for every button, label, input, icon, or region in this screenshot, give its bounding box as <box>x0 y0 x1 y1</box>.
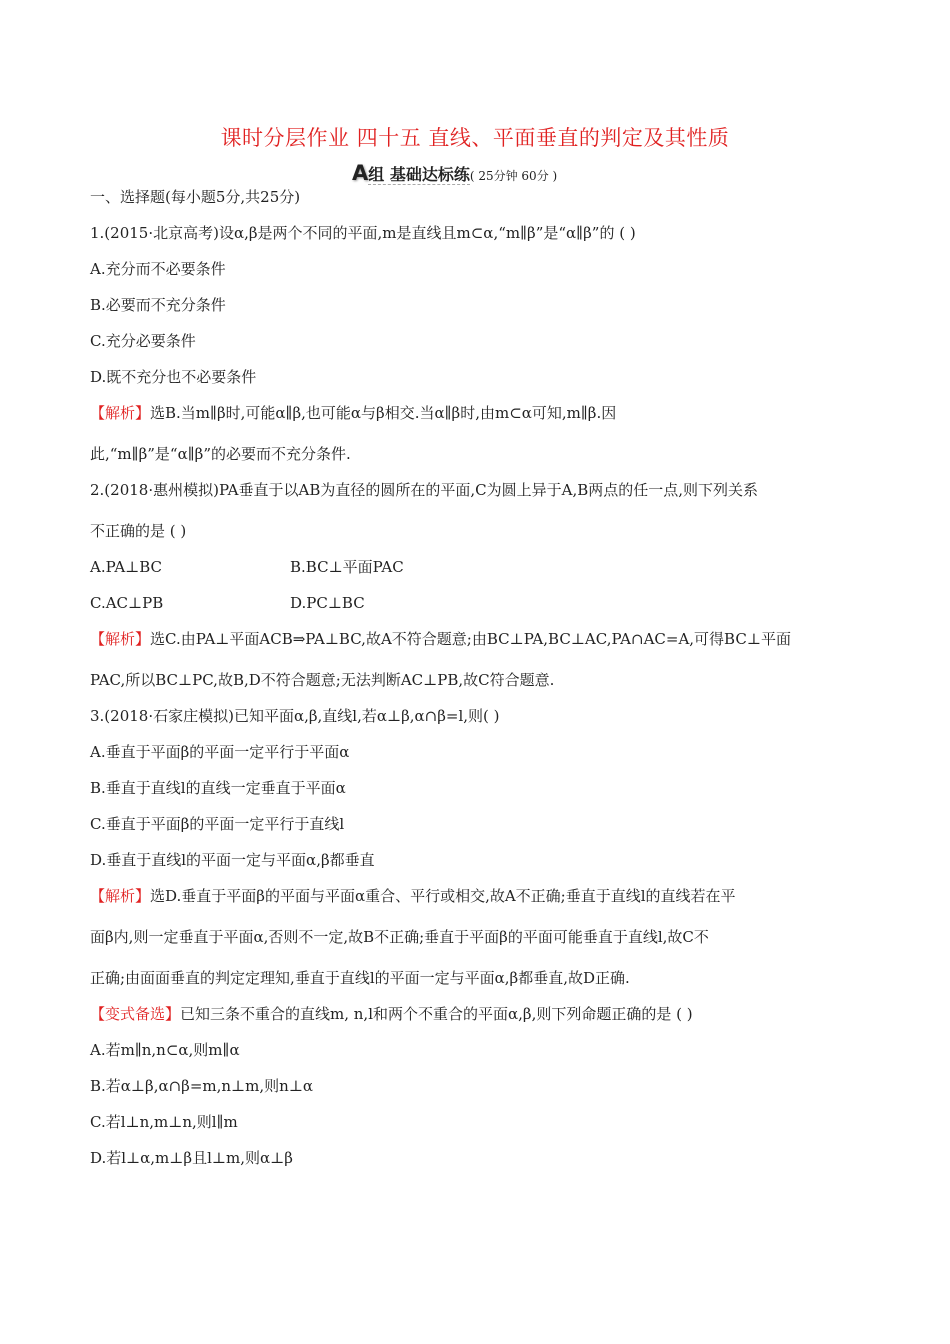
variant-text: 已知三条不重合的直线m, n,l和两个不重合的平面α,β,则下列命题正确的是 ( ) <box>180 1005 693 1023</box>
analysis-text: 选C.由PA⊥平面ACB⇒PA⊥BC,故A不符合题意;由BC⊥PA,BC⊥AC,PA∩AC=A,可得BC⊥平面 <box>150 630 791 648</box>
q1-analysis-cont: 此,“m∥β”是“α∥β”的必要而不充分条件. <box>90 445 351 463</box>
variant-option-b: B.若α⊥β,α∩β=m,n⊥m,则n⊥α <box>90 1077 314 1095</box>
variant-option-d: D.若l⊥α,m⊥β且l⊥m,则α⊥β <box>90 1149 293 1167</box>
variant-label: 【变式备选】 <box>90 1005 181 1023</box>
variant-option-c: C.若l⊥n,m⊥n,则l∥m <box>90 1113 238 1131</box>
question-1-stem: 1.(2015·北京高考)设α,β是两个不同的平面,m是直线且m⊂α,“m∥β”是“α∥β”的 ( ) <box>90 224 636 242</box>
group-header <box>352 161 557 185</box>
question-3-stem: 3.(2018·石家庄模拟)已知平面α,β,直线l,若α⊥β,α∩β=l,则( ) <box>90 707 500 725</box>
q1-option-a: A.充分而不必要条件 <box>90 260 226 278</box>
q1-option-b: B.必要而不充分条件 <box>90 296 226 314</box>
q3-analysis-cont-2: 正确;由面面垂直的判定定理知,垂直于直线l的平面一定与平面α,β都垂直,故D正确. <box>90 969 630 987</box>
q2-option-d: D.PC⊥BC <box>290 594 365 612</box>
analysis-text: 选B.当m∥β时,可能α∥β,也可能α与β相交.当α∥β时,由m⊂α可知,m∥β.因 <box>150 404 617 422</box>
q2-option-b: B.BC⊥平面PAC <box>290 558 404 576</box>
question-2-stem: 2.(2018·惠州模拟)PA垂直于以AB为直径的圆所在的平面,C为圆上异于A,B两点的任一点,则下列关系 <box>90 481 759 499</box>
q1-option-d: D.既不充分也不必要条件 <box>90 368 257 386</box>
group-title: 组 基础达标练 <box>368 165 470 184</box>
q3-option-d: D.垂直于直线l的平面一定与平面α,β都垂直 <box>90 851 375 869</box>
section-heading: 一、选择题(每小题5分,共25分) <box>90 188 301 206</box>
q2-analysis-cont: PAC,所以BC⊥PC,故B,D不符合题意;无法判断AC⊥PB,故C符合题意. <box>90 671 555 689</box>
variant-option-a: A.若m∥n,n⊂α,则m∥α <box>90 1041 240 1059</box>
q3-option-c: C.垂直于平面β的平面一定平行于直线l <box>90 815 345 833</box>
q3-option-a: A.垂直于平面β的平面一定平行于平面α <box>90 743 350 761</box>
q1-option-c: C.充分必要条件 <box>90 332 196 350</box>
q3-option-b: B.垂直于直线l的直线一定垂直于平面α <box>90 779 346 797</box>
q2-option-c: C.AC⊥PB <box>90 594 164 612</box>
variant-question-stem <box>90 1005 693 1023</box>
q2-analysis <box>90 630 791 648</box>
page-title: 课时分层作业 四十五 直线、平面垂直的判定及其性质 <box>220 126 730 150</box>
analysis-label: 【解析】 <box>90 630 151 648</box>
analysis-text: 选D.垂直于平面β的平面与平面α重合、平行或相交,故A不正确;垂直于直线l的直线若在平 <box>150 887 736 905</box>
q3-analysis-cont-1: 面β内,则一定垂直于平面α,否则不一定,故B不正确;垂直于平面β的平面可能垂直于直线l,故C不 <box>90 928 709 946</box>
time-score: ( 25分钟 60分 ) <box>469 169 558 183</box>
analysis-label: 【解析】 <box>90 887 151 905</box>
group-badge: A <box>352 161 369 185</box>
q1-analysis <box>90 404 616 422</box>
question-2-stem-cont: 不正确的是 ( ) <box>90 522 187 540</box>
q3-analysis <box>90 887 736 905</box>
analysis-label: 【解析】 <box>90 404 151 422</box>
q2-option-a: A.PA⊥BC <box>90 558 163 576</box>
